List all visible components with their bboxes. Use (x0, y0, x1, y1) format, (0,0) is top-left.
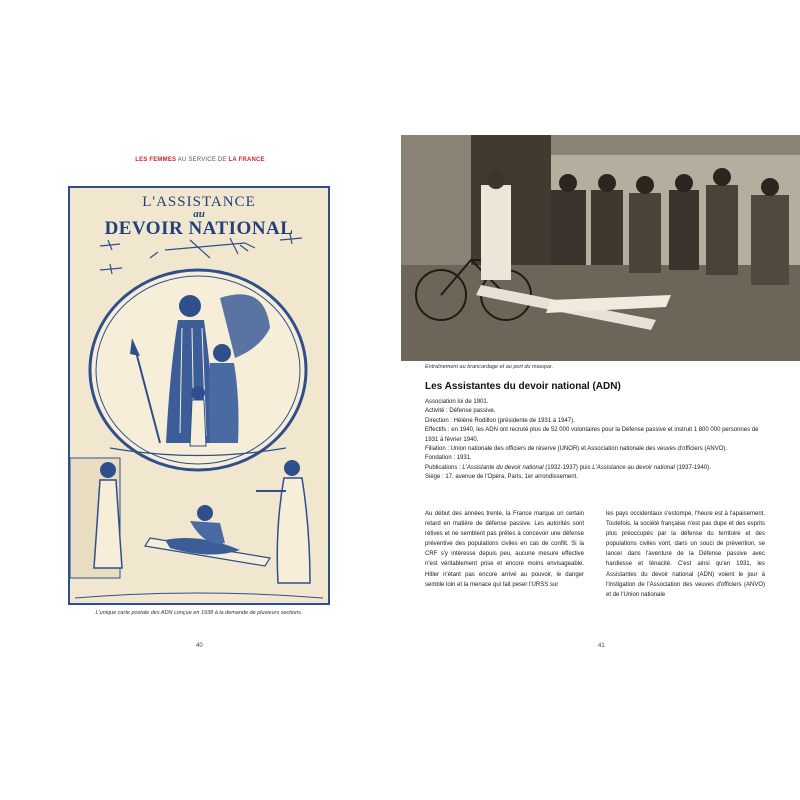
page-number-right: 41 (598, 643, 605, 649)
info-pub-label: Publications : (425, 464, 463, 471)
info-publications (425, 464, 765, 473)
info-line: Filiation : Union nationale des officiers de réserve (UNOR) et Association nationale des veuves d'officiers (ANVO). (425, 446, 728, 453)
poster-drawing (70, 188, 328, 603)
body-column-2: les pays occidentaux s'estompe, l'heure est à l'apaisement. Toutefois, la société française n'est pas dupe et des esprits plus préoccupés par la défense du territoire et des populations civiles vont, dans un souci de prévention, se lancer dans l'aventure de la Défense passive avec hardiesse et ténacité. C'est ainsi qu'en 1931, les Assistantes du devoir national (ADN) voient le jour à l'instigation de l'Association des veuves d'officiers (ANVO) et de l'Union nationale (606, 511, 765, 598)
info-line: Activité : Défense passive. (425, 408, 496, 415)
info-pub-mid: (1932-1937) puis (543, 464, 593, 471)
running-head-middle: AU SERVICE DE (177, 157, 227, 163)
historical-photo (401, 135, 800, 361)
photo-drawing (401, 135, 800, 361)
info-pub-title-2: L'Assistance au devoir national (592, 464, 675, 471)
section-title: Les Assistantes du devoir national (ADN) (425, 381, 621, 392)
info-pub-title-1: L'Assistante du devoir national (462, 464, 544, 471)
body-column-1: Au début des années trente, la France marque un certain retard en matière de défense passive. Les autorités sont rétives et ne semblent pas prêtes à concevoir une défense préventive des populations civiles en cas de conflit. Si la CRF s'y intéresse depuis peu, aucune mesure effective n'est véritablement prise et encore moins envisageable. Hitler n'étant pas encore arrivé au pouvoir, le danger semble loin et la menace qui fait peser l'URSS sur (425, 511, 584, 588)
poster-title-line-2: au (193, 208, 205, 220)
running-head-red-2: LA FRANCE (228, 157, 265, 163)
airplanes-icon (100, 234, 302, 274)
info-line: Fondation : 1931. (425, 455, 472, 462)
info-line: Siège : 17, avenue de l'Opéra, Paris, 1er arrondissement. (425, 474, 578, 481)
association-info (425, 398, 765, 483)
caption-photo: Entraînement au brancardage et au port du masque. (425, 364, 554, 370)
info-line: Association loi de 1901. (425, 399, 489, 405)
info-line: Direction : Hélène Rodillon (présidente de 1931 à 1947). (425, 417, 575, 424)
info-line: Effectifs : en 1940, les ADN ont recruté plus de 52 000 volontaires pour la Défense passive et instruit 1 800 000 personnes de 1931 à février 1940. (425, 427, 759, 443)
running-head (0, 157, 400, 163)
poster-title-line-3: DEVOIR NATIONAL (104, 218, 294, 239)
running-head-red-1: LES FEMMES (135, 157, 177, 163)
caption-postcard: L'unique carte postale des ADN conçue en 1938 à la demande de plusieurs sections. (95, 610, 303, 616)
page-number-left: 40 (196, 643, 203, 649)
info-pub-end: (1937-1940). (674, 464, 711, 471)
poster-title-line-1: L'ASSISTANCE (142, 194, 256, 210)
postcard-illustration (68, 186, 330, 605)
